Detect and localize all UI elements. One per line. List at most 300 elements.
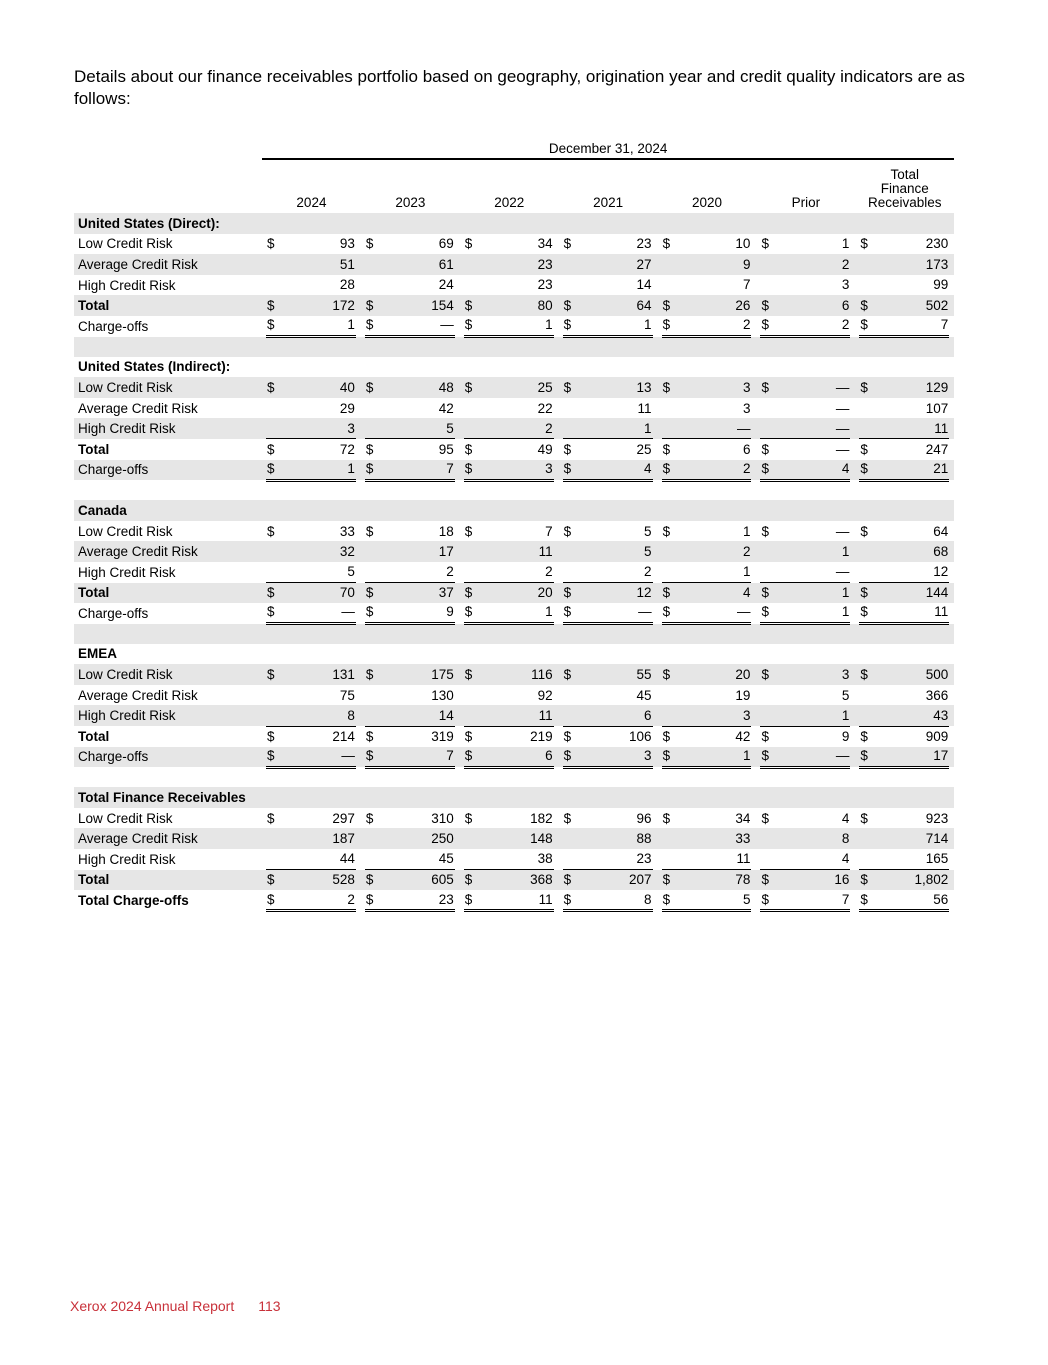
cell-value: 154 xyxy=(431,298,454,314)
currency-symbol: $ xyxy=(563,298,572,314)
cell-value: 96 xyxy=(636,810,652,826)
cell-value: 43 xyxy=(933,707,949,723)
value-cell xyxy=(658,870,757,891)
currency-symbol: $ xyxy=(761,236,769,252)
section-header-row xyxy=(74,213,954,234)
cell-value: 129 xyxy=(925,379,949,395)
currency-symbol: $ xyxy=(267,667,275,683)
period-header-row xyxy=(74,138,954,159)
cell-value: 23 xyxy=(636,236,652,252)
value-cell xyxy=(855,705,954,726)
cell-value: 172 xyxy=(332,298,355,314)
value-cell xyxy=(361,254,460,275)
cell-value: 7 xyxy=(940,317,949,333)
cell-value: 116 xyxy=(531,667,553,683)
cell-value: 20 xyxy=(735,667,751,683)
cell-value: 64 xyxy=(933,523,949,539)
value-cell xyxy=(658,583,757,604)
table-row xyxy=(74,377,954,398)
table-row xyxy=(74,439,954,460)
cell-value: 25 xyxy=(636,441,652,457)
value-cell xyxy=(855,234,954,255)
cell-value: 1 xyxy=(841,707,850,723)
value-cell xyxy=(559,275,658,296)
currency-symbol: $ xyxy=(761,891,769,907)
cell-value: 5 xyxy=(347,564,355,580)
row-label: Low Credit Risk xyxy=(78,523,173,539)
currency-symbol: $ xyxy=(365,810,374,826)
cell-value: 230 xyxy=(925,236,949,252)
cell-value: 11 xyxy=(538,891,553,907)
value-cell xyxy=(262,418,361,439)
cell-value: 61 xyxy=(438,256,454,272)
value-cell xyxy=(658,418,757,439)
table-row xyxy=(74,685,954,706)
value-cell xyxy=(855,521,954,542)
value-cell xyxy=(361,685,460,706)
value-cell xyxy=(262,295,361,316)
value-cell xyxy=(559,808,658,829)
value-cell xyxy=(855,541,954,562)
currency-symbol: $ xyxy=(662,298,671,314)
cell-value: — xyxy=(440,317,454,333)
cell-value: 17 xyxy=(933,747,949,763)
value-cell xyxy=(361,521,460,542)
cell-value: 4 xyxy=(644,460,652,476)
currency-symbol: $ xyxy=(563,872,572,888)
cell-value: 11 xyxy=(637,400,652,416)
value-cell xyxy=(756,460,855,481)
currency-symbol: $ xyxy=(860,441,868,457)
value-cell xyxy=(855,562,954,583)
currency-symbol: $ xyxy=(761,604,769,620)
value-cell xyxy=(756,316,855,337)
cell-value: 23 xyxy=(438,891,454,907)
column-header: 2023 xyxy=(395,195,426,210)
row-label: Charge-offs xyxy=(78,605,149,621)
empty-cell xyxy=(559,213,658,234)
currency-symbol: $ xyxy=(563,585,572,601)
cell-value: 5 xyxy=(742,891,751,907)
value-cell xyxy=(361,664,460,685)
cell-value: 1 xyxy=(742,747,751,763)
value-cell xyxy=(460,828,559,849)
cell-value: 24 xyxy=(438,277,454,293)
value-cell xyxy=(559,234,658,255)
currency-symbol: $ xyxy=(860,747,868,763)
cell-value: — xyxy=(835,747,850,763)
value-cell xyxy=(658,521,757,542)
value-cell xyxy=(855,275,954,296)
cell-value: 14 xyxy=(438,707,454,723)
table-row xyxy=(74,808,954,829)
row-label: Average Credit Risk xyxy=(78,687,198,703)
value-cell xyxy=(262,439,361,460)
value-cell xyxy=(460,562,559,583)
currency-symbol: $ xyxy=(761,298,769,314)
value-cell xyxy=(559,439,658,460)
value-cell xyxy=(658,849,757,870)
cell-value: 26 xyxy=(735,298,751,314)
currency-symbol: $ xyxy=(860,460,868,476)
cell-value: 55 xyxy=(636,667,652,683)
value-cell xyxy=(262,664,361,685)
value-cell xyxy=(658,664,757,685)
currency-symbol: $ xyxy=(662,441,671,457)
currency-symbol: $ xyxy=(860,667,868,683)
value-cell xyxy=(559,747,658,768)
value-cell xyxy=(658,603,757,624)
table-row xyxy=(74,295,954,316)
empty-cell xyxy=(559,624,658,644)
empty-cell xyxy=(460,767,559,787)
empty-cell xyxy=(658,337,757,357)
currency-symbol: $ xyxy=(563,747,572,763)
value-cell xyxy=(559,418,658,439)
cell-value: — xyxy=(835,400,850,416)
value-cell xyxy=(361,828,460,849)
value-cell xyxy=(262,726,361,747)
cell-value: 32 xyxy=(339,544,355,560)
empty-cell xyxy=(74,337,262,357)
cell-value: 1 xyxy=(545,317,553,333)
cell-value: 500 xyxy=(925,667,949,683)
value-cell xyxy=(855,460,954,481)
empty-cell xyxy=(756,500,855,521)
cell-value: 42 xyxy=(438,400,454,416)
currency-symbol: $ xyxy=(563,317,572,333)
cell-value: 2 xyxy=(742,544,751,560)
value-cell xyxy=(658,316,757,337)
cell-value: 34 xyxy=(537,236,553,252)
cell-value: 1 xyxy=(347,317,355,333)
cell-value: 6 xyxy=(742,441,751,457)
cell-value: 165 xyxy=(925,851,949,867)
value-cell xyxy=(460,541,559,562)
value-cell xyxy=(756,295,855,316)
value-cell xyxy=(361,418,460,439)
currency-symbol: $ xyxy=(365,891,374,907)
cell-value: 49 xyxy=(537,441,553,457)
cell-value: 27 xyxy=(636,256,652,272)
currency-symbol: $ xyxy=(563,604,572,620)
currency-symbol: $ xyxy=(464,604,473,620)
currency-symbol: $ xyxy=(860,810,868,826)
value-cell xyxy=(361,562,460,583)
currency-symbol: $ xyxy=(464,585,473,601)
value-cell xyxy=(460,254,559,275)
empty-cell xyxy=(855,787,954,808)
value-cell xyxy=(460,377,559,398)
currency-symbol: $ xyxy=(464,379,473,395)
value-cell xyxy=(658,254,757,275)
value-cell xyxy=(658,398,757,419)
column-header-row xyxy=(74,159,954,213)
cell-value: 6 xyxy=(545,747,553,763)
value-cell xyxy=(361,316,460,337)
empty-cell xyxy=(262,500,361,521)
currency-symbol: $ xyxy=(662,891,671,907)
cell-value: 2 xyxy=(545,564,553,580)
value-cell xyxy=(361,439,460,460)
value-cell xyxy=(460,685,559,706)
cell-value: 64 xyxy=(636,298,652,314)
empty-cell xyxy=(855,357,954,378)
empty-cell xyxy=(460,337,559,357)
cell-value: 187 xyxy=(332,831,355,847)
cell-value: 10 xyxy=(735,236,751,252)
table-row xyxy=(74,705,954,726)
value-cell xyxy=(658,460,757,481)
value-cell xyxy=(262,603,361,624)
empty-cell xyxy=(361,357,460,378)
value-cell xyxy=(460,808,559,829)
value-cell xyxy=(658,828,757,849)
currency-symbol: $ xyxy=(365,236,374,252)
cell-value: 45 xyxy=(636,687,652,703)
cell-value: — xyxy=(341,747,355,763)
value-cell xyxy=(756,521,855,542)
value-cell xyxy=(855,418,954,439)
value-cell xyxy=(756,828,855,849)
value-cell xyxy=(658,726,757,747)
value-cell xyxy=(460,234,559,255)
cell-value: 1 xyxy=(841,236,850,252)
cell-value: — xyxy=(736,604,751,620)
section-title: United States (Indirect): xyxy=(78,359,231,375)
currency-symbol: $ xyxy=(860,728,868,744)
period-header: December 31, 2024 xyxy=(262,138,954,159)
cell-value: 173 xyxy=(925,256,949,272)
value-cell xyxy=(361,870,460,891)
currency-symbol: $ xyxy=(464,441,473,457)
empty-cell xyxy=(559,480,658,500)
row-label: Total xyxy=(74,870,262,891)
currency-symbol: $ xyxy=(761,317,769,333)
value-cell xyxy=(658,377,757,398)
value-cell xyxy=(658,562,757,583)
cell-value: 1 xyxy=(841,585,850,601)
value-cell xyxy=(460,849,559,870)
cell-value: 319 xyxy=(431,728,454,744)
value-cell xyxy=(855,808,954,829)
currency-symbol: $ xyxy=(365,317,374,333)
value-cell xyxy=(460,398,559,419)
empty-cell xyxy=(361,337,460,357)
value-cell xyxy=(361,275,460,296)
cell-value: 5 xyxy=(446,420,454,436)
value-cell xyxy=(262,747,361,768)
empty-cell xyxy=(756,357,855,378)
row-label: Total xyxy=(78,728,110,744)
cell-value: 2 xyxy=(742,460,751,476)
value-cell xyxy=(855,316,954,337)
value-cell xyxy=(658,890,757,911)
cell-value: 48 xyxy=(438,379,454,395)
currency-symbol: $ xyxy=(365,872,374,888)
value-cell xyxy=(559,316,658,337)
currency-symbol: $ xyxy=(761,747,769,763)
currency-symbol: $ xyxy=(267,317,275,333)
value-cell xyxy=(855,870,954,891)
column-header: Prior xyxy=(791,195,821,210)
row-label: Total xyxy=(74,583,262,604)
value-cell xyxy=(262,254,361,275)
cell-value: 23 xyxy=(636,851,652,867)
currency-symbol: $ xyxy=(464,460,473,476)
cell-value: 3 xyxy=(742,400,751,416)
empty-cell xyxy=(262,337,361,357)
empty-cell xyxy=(460,357,559,378)
value-cell xyxy=(855,726,954,747)
value-cell xyxy=(460,726,559,747)
cell-value: 2 xyxy=(347,891,355,907)
cell-value: 4 xyxy=(841,460,850,476)
value-cell xyxy=(262,828,361,849)
value-cell xyxy=(262,316,361,337)
empty-cell xyxy=(559,357,658,378)
empty-cell xyxy=(361,624,460,644)
row-label: High Credit Risk xyxy=(78,277,176,293)
value-cell xyxy=(559,541,658,562)
value-cell xyxy=(460,439,559,460)
cell-value: 9 xyxy=(742,256,751,272)
value-cell xyxy=(756,870,855,891)
cell-value: 175 xyxy=(431,667,454,683)
row-label: Low Credit Risk xyxy=(78,810,173,826)
currency-symbol: $ xyxy=(662,872,671,888)
cell-value: 45 xyxy=(438,851,454,867)
currency-symbol: $ xyxy=(860,604,868,620)
empty-cell xyxy=(559,787,658,808)
value-cell xyxy=(262,521,361,542)
empty-cell xyxy=(361,500,460,521)
value-cell xyxy=(855,398,954,419)
currency-symbol: $ xyxy=(267,891,275,907)
value-cell xyxy=(262,562,361,583)
currency-symbol: $ xyxy=(662,728,671,744)
section-header-row xyxy=(74,787,954,808)
value-cell xyxy=(658,275,757,296)
currency-symbol: $ xyxy=(464,317,473,333)
cell-value: 13 xyxy=(636,379,652,395)
section-title: Canada xyxy=(74,500,262,521)
currency-symbol: $ xyxy=(365,379,374,395)
empty-cell xyxy=(460,624,559,644)
cell-value: 92 xyxy=(537,687,553,703)
currency-symbol: $ xyxy=(464,810,473,826)
currency-symbol: $ xyxy=(563,523,572,539)
cell-value: — xyxy=(638,604,652,620)
cell-value: 1 xyxy=(742,523,751,539)
value-cell xyxy=(262,583,361,604)
row-label: Total xyxy=(78,441,110,457)
cell-value: 8 xyxy=(347,707,355,723)
value-cell xyxy=(559,521,658,542)
value-cell xyxy=(262,541,361,562)
currency-symbol: $ xyxy=(267,379,275,395)
value-cell xyxy=(756,747,855,768)
cell-value: 8 xyxy=(841,831,850,847)
value-cell xyxy=(460,603,559,624)
cell-value: 7 xyxy=(446,460,454,476)
cell-value: 6 xyxy=(841,298,850,314)
currency-symbol: $ xyxy=(365,460,374,476)
empty-cell xyxy=(855,767,954,787)
table-row xyxy=(74,541,954,562)
value-cell xyxy=(855,583,954,604)
currency-symbol: $ xyxy=(563,810,572,826)
value-cell xyxy=(559,705,658,726)
cell-value: 7 xyxy=(841,891,850,907)
currency-symbol: $ xyxy=(267,441,275,457)
value-cell xyxy=(262,377,361,398)
cell-value: 1 xyxy=(742,564,751,580)
cell-value: 366 xyxy=(925,687,949,703)
value-cell xyxy=(361,726,460,747)
table-row xyxy=(74,726,954,747)
cell-value: 2 xyxy=(742,317,751,333)
section-title: Total Finance Receivables xyxy=(74,787,262,808)
cell-value: 23 xyxy=(537,256,553,272)
value-cell xyxy=(855,603,954,624)
cell-value: — xyxy=(835,441,850,457)
cell-value: 16 xyxy=(834,872,850,888)
value-cell xyxy=(658,541,757,562)
cell-value: 80 xyxy=(537,298,553,314)
currency-symbol: $ xyxy=(365,585,374,601)
value-cell xyxy=(756,541,855,562)
cell-value: 182 xyxy=(530,810,553,826)
value-cell xyxy=(262,398,361,419)
cell-value: 297 xyxy=(332,810,355,826)
value-cell xyxy=(460,747,559,768)
currency-symbol: $ xyxy=(662,523,671,539)
value-cell xyxy=(559,849,658,870)
value-cell xyxy=(361,234,460,255)
value-cell xyxy=(361,377,460,398)
value-cell xyxy=(756,603,855,624)
cell-value: 68 xyxy=(933,544,949,560)
empty-cell xyxy=(559,337,658,357)
column-header: 2020 xyxy=(691,195,723,210)
cell-value: 93 xyxy=(339,236,355,252)
table-row xyxy=(74,316,954,337)
row-label: Charge-offs xyxy=(78,318,149,334)
finance-receivables-table xyxy=(74,138,954,911)
table-row xyxy=(74,275,954,296)
row-label: Low Credit Risk xyxy=(74,664,262,685)
value-cell xyxy=(262,275,361,296)
cell-value: 3 xyxy=(742,707,751,723)
cell-value: 42 xyxy=(735,728,751,744)
cell-value: 4 xyxy=(742,585,751,601)
value-cell xyxy=(756,562,855,583)
value-cell xyxy=(361,705,460,726)
empty-cell xyxy=(262,767,361,787)
empty-cell xyxy=(74,767,262,787)
cell-value: 148 xyxy=(530,831,553,847)
currency-symbol: $ xyxy=(761,728,769,744)
value-cell xyxy=(756,808,855,829)
currency-symbol: $ xyxy=(267,236,275,252)
cell-value: 1 xyxy=(545,604,553,620)
cell-value: 8 xyxy=(644,891,652,907)
cell-value: 1 xyxy=(644,420,652,436)
currency-symbol: $ xyxy=(563,236,572,252)
cell-value: 714 xyxy=(925,831,949,847)
cell-value: 23 xyxy=(537,277,553,293)
